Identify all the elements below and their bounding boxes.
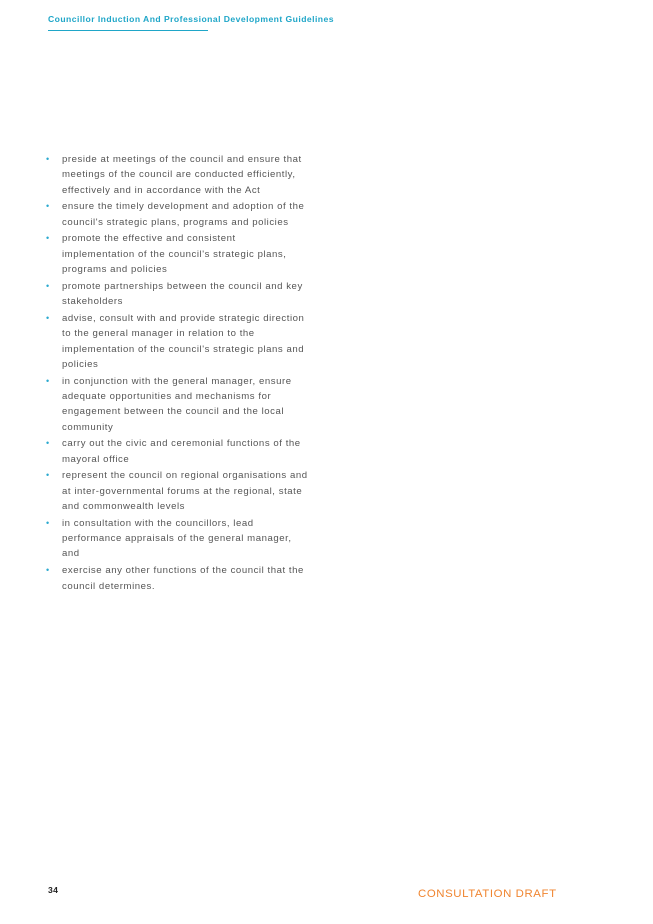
header-rule [48,30,208,31]
bullet-icon: • [46,565,50,576]
list-item-text: promote the effective and consistent implementation of the council's strategic plans, programs and policies [62,233,287,276]
list-item-text: advise, consult with and provide strategic direction to the general manager in relation to the implementation of the council's strategic plans and policies [62,312,305,370]
list-item [46,199,308,230]
consultation-draft-label: CONSULTATION DRAFT [418,888,557,900]
mayor-functions-list [46,152,308,595]
list-item-text: carry out the civic and ceremonial functions of the mayoral office [62,438,301,465]
bullet-icon: • [46,280,50,291]
bullet-icon: • [46,312,50,323]
bullet-icon: • [46,375,50,386]
bullet-icon: • [46,470,50,481]
list-item [46,516,308,562]
page-number: 34 [48,885,59,895]
list-item-text: promote partnerships between the council and key stakeholders [62,280,303,308]
list-item [46,468,308,514]
list-item-text: in consultation with the councillors, lead performance appraisals of the general manager, and [62,517,292,560]
list-item-text: in conjunction with the general manager, ensure adequate opportunities and mechanisms for engagement between the council and the local community [62,375,292,433]
list-item-text: exercise any other functions of the council that the council determines. [62,565,304,592]
list-item [46,311,308,372]
list-item [46,436,308,467]
list-item [46,374,308,435]
list-item-text: represent the council on regional organisations and at inter-governmental forums at the regional, state and commonwealth levels [62,470,308,513]
list-item [46,563,308,594]
list-item [46,279,308,310]
page-header [48,14,348,31]
bullet-icon: • [46,438,50,449]
bullet-icon: • [46,201,50,212]
bullet-icon: • [46,517,50,528]
bullet-icon: • [46,233,50,244]
bullet-icon: • [46,154,50,164]
list-item-text: ensure the timely development and adoption of the council's strategic plans, programs and policies [62,201,305,228]
list-item [46,231,308,277]
list-item-text: preside at meetings of the council and ensure that meetings of the council are conducted efficiently, effectively and in accordance with the Act [62,154,302,196]
list-item [46,152,308,198]
header-title: Councillor Induction And Professional Development Guidelines [48,14,334,24]
